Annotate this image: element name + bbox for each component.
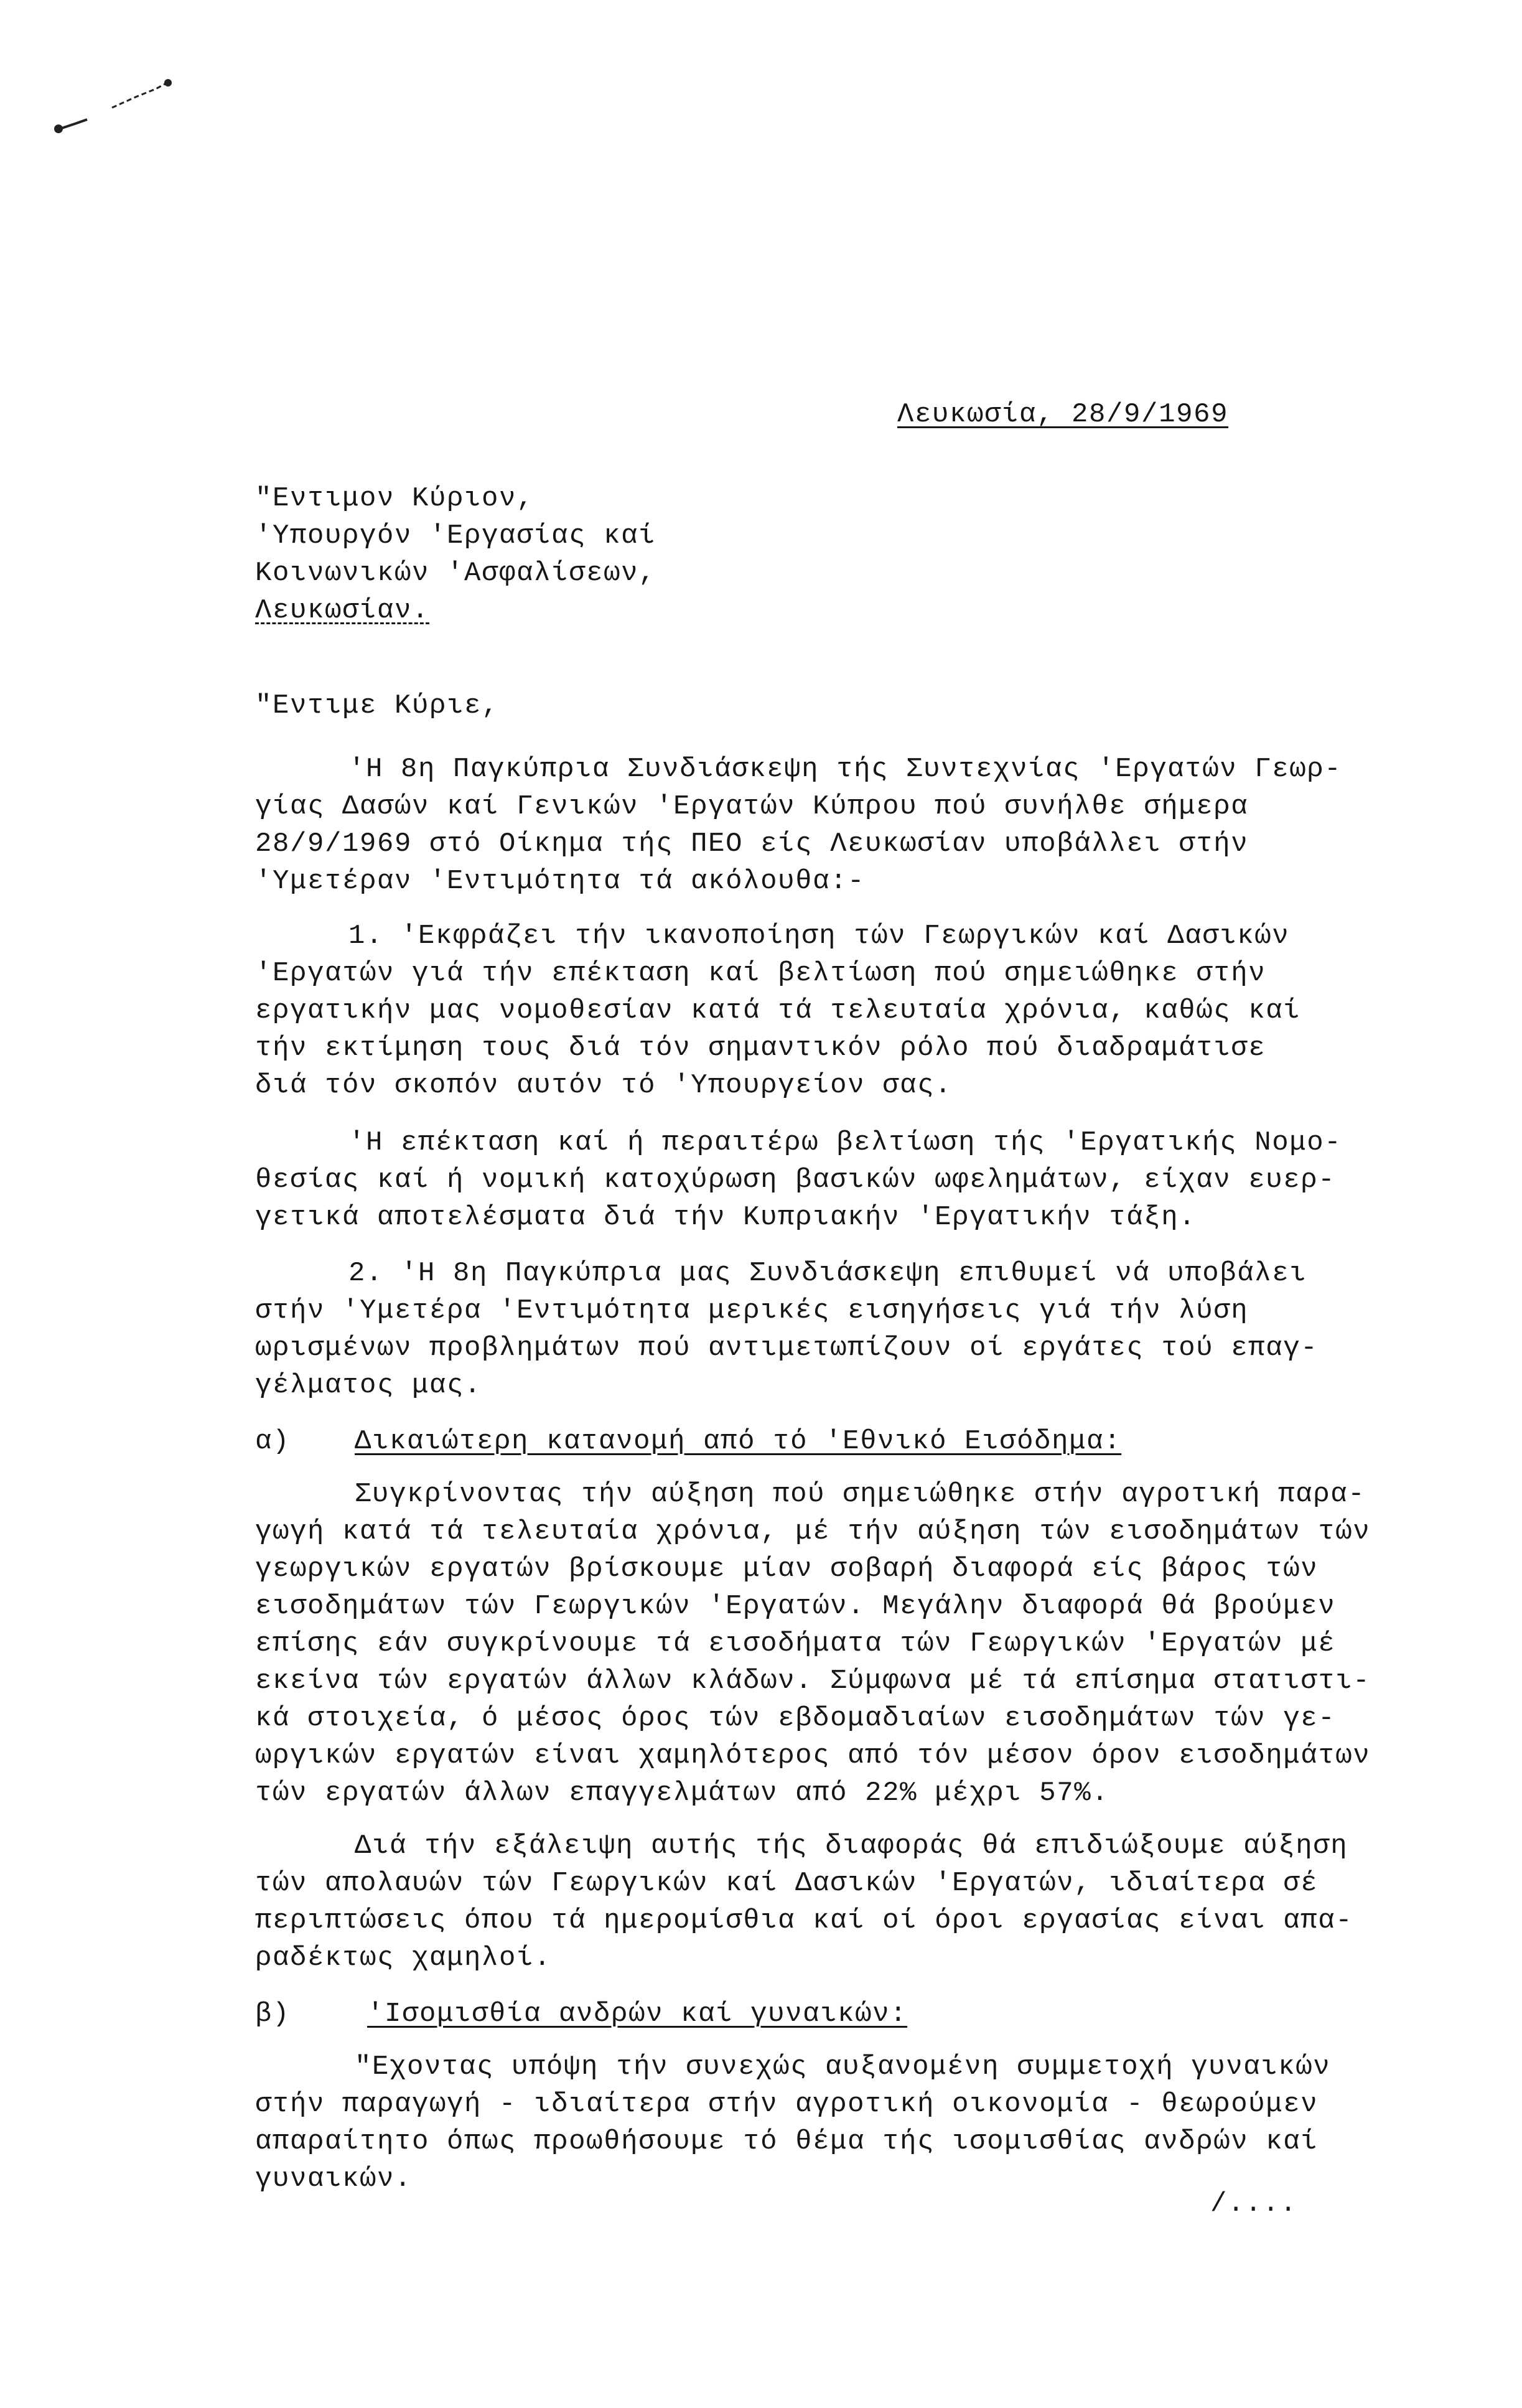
body-line: επίσης εάν συγκρίνουμε τά εισοδήματα τών Γεωργικών 'Εργατών μέ: [255, 1628, 1336, 1659]
body-line: 'Η επέκταση καί ή περαιτέρω βελτίωση τής 'Εργατικής Νομο-: [348, 1127, 1342, 1158]
body-line: "Εχοντας υπόψη τήν συνεχώς αυξανομένη συμμετοχή γυναικών: [355, 2051, 1331, 2082]
body-line: απαραίτητο όπως προωθήσουμε τό θέμα τής ισομισθίας ανδρών καί: [255, 2126, 1319, 2157]
section-b-title: 'Ισομισθία ανδρών καί γυναικών:: [367, 1998, 908, 2030]
body-line: εισοδημάτων τών Γεωργικών 'Εργατών. Μεγάλην διαφορά θά βρούμεν: [255, 1591, 1336, 1622]
body-line: 1. 'Εκφράζει τήν ικανοποίηση τών Γεωργικών καί Δασικών: [348, 921, 1290, 952]
body-line: περιπτώσεις όπου τά ημερομίσθια καί οί όροι εργασίας είναι απα-: [255, 1905, 1353, 1936]
body-line: ωργικών εργατών είναι χαμηλότερος από τόν μέσον όρον εισοδημάτων: [255, 1740, 1371, 1771]
body-line: εκείνα τών εργατών άλλων κλάδων. Σύμφωνα μέ τά επίσημα στατιστι-: [255, 1665, 1371, 1697]
section-a-label: α): [255, 1426, 291, 1457]
body-line: Διά τήν εξάλειψη αυτής τής διαφοράς θά επιδιώξουμε αύξηση: [355, 1830, 1348, 1862]
addressee-line-2: 'Υπουργόν 'Εργασίας καί: [255, 520, 656, 551]
section-a-title: Δικαιώτερη κατανομή από τό 'Εθνικό Εισόδημα:: [355, 1426, 1122, 1457]
addressee-line-3: Κοινωνικών 'Ασφαλίσεων,: [255, 558, 656, 589]
body-line: εργατικήν μας νομοθεσίαν κατά τά τελευταία χρόνια, καθώς καί: [255, 995, 1301, 1026]
addressee-line-4: Λευκωσίαν.: [255, 595, 430, 626]
body-line: κά στοιχεία, ό μέσος όρος τών εβδομαδιαίων εισοδημάτων τών γε-: [255, 1703, 1336, 1734]
body-line: γωγή κατά τά τελευταία χρόνια, μέ τήν αύξηση τών εισοδημάτων τών: [255, 1516, 1371, 1547]
body-line: τών απολαυών τών Γεωργικών καί Δασικών 'Εργατών, ιδιαίτερα σέ: [255, 1868, 1319, 1899]
body-line: ωρισμένων προβλημάτων πού αντιμετωπίζουν οί εργάτες τού επαγ-: [255, 1333, 1319, 1364]
body-line: γίας Δασών καί Γενικών 'Εργατών Κύπρου πού συνήλθε σήμερα: [255, 791, 1249, 822]
body-line: διά τόν σκοπόν αυτόν τό 'Υπουργείον σας.: [255, 1070, 953, 1101]
body-line: γυναικών.: [255, 2163, 413, 2195]
body-line: γεωργικών εργατών βρίσκουμε μίαν σοβαρή διαφορά είς βάρος τών: [255, 1553, 1319, 1585]
body-line: Συγκρίνοντας τήν αύξηση πού σημειώθηκε στήν αγροτική παρα-: [355, 1479, 1366, 1510]
body-line: 'Η 8η Παγκύπρια Συνδιάσκεψη τής Συντεχνίας 'Εργατών Γεωρ-: [348, 754, 1342, 785]
letter-date: Λευκωσία, 28/9/1969: [897, 399, 1229, 430]
body-line: 2. 'Η 8η Παγκύπρια μας Συνδιάσκεψη επιθυμεί νά υποβάλει: [348, 1258, 1307, 1289]
body-line: στήν παραγωγή - ιδιαίτερα στήν αγροτική οικονομία - θεωρούμεν: [255, 2089, 1319, 2120]
body-line: 28/9/1969 στό Οίκημα τής ΠΕΟ είς Λευκωσίαν υποβάλλει στήν: [255, 828, 1249, 860]
salutation: "Εντιμε Κύριε,: [255, 690, 500, 721]
addressee-line-1: "Εντιμον Κύριον,: [255, 483, 535, 514]
body-line: στήν 'Υμετέρα 'Εντιμότητα μερικές εισηγήσεις γιά τήν λύση: [255, 1295, 1249, 1326]
body-line: τήν εκτίμηση τους διά τόν σημαντικόν ρόλο πού διαδραμάτισε: [255, 1033, 1266, 1064]
body-line: γετικά αποτελέσματα διά τήν Κυπριακήν 'Εργατικήν τάξη.: [255, 1202, 1197, 1233]
body-line: 'Υμετέραν 'Εντιμότητα τά ακόλουθα:-: [255, 866, 866, 897]
body-line: θεσίας καί ή νομική κατοχύρωση βασικών ωφελημάτων, είχαν ευερ-: [255, 1164, 1336, 1196]
continuation-marker: /....: [1210, 2188, 1298, 2219]
body-line: γέλματος μας.: [255, 1370, 482, 1401]
section-b-label: β): [255, 1998, 291, 2030]
body-line: ραδέκτως χαμηλοί.: [255, 1942, 552, 1974]
ink-mark: [50, 59, 174, 140]
body-line: 'Εργατών γιά τήν επέκταση καί βελτίωση πού σημειώθηκε στήν: [255, 958, 1266, 989]
body-line: τών εργατών άλλων επαγγελμάτων από 22% μέχρι 57%.: [255, 1778, 1109, 1809]
